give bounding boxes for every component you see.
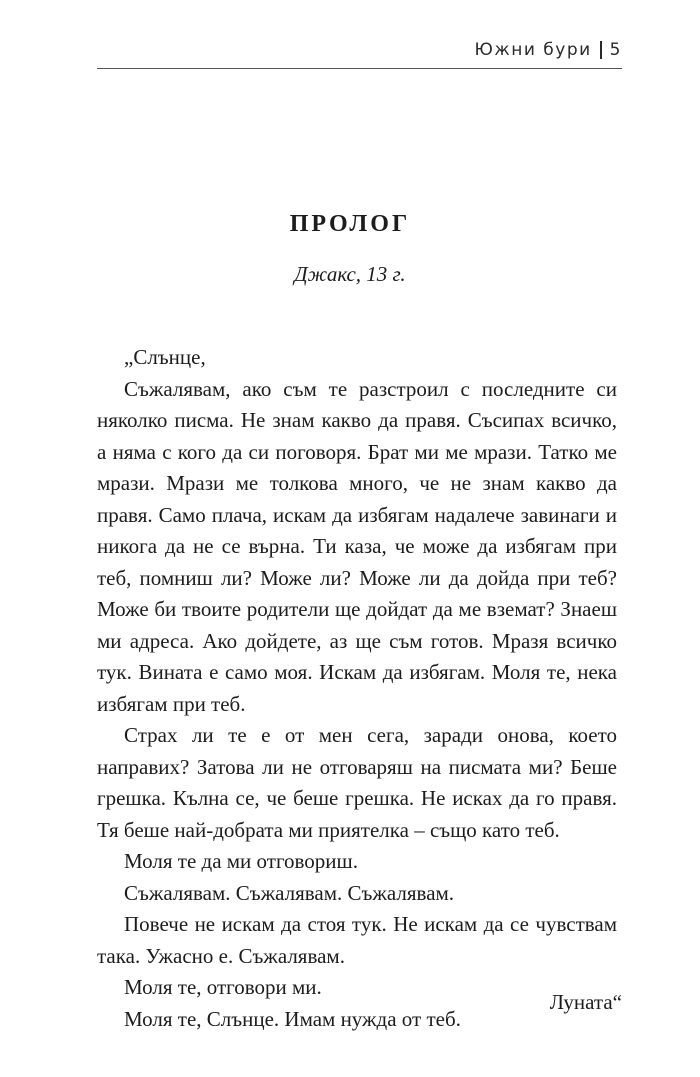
letter-paragraph: Моля те, отговори ми. xyxy=(124,975,322,999)
letter-paragraph: Повече не искам да стоя тук. Не искам да се чувствам така. Ужасно е. Съжалявам. xyxy=(97,912,617,968)
letter-body xyxy=(97,342,617,1035)
header-rule xyxy=(97,68,622,69)
letter-salutation: „Слънце, xyxy=(124,345,206,369)
letter-paragraph: Моля те, Слънце. Имам нужда от теб. xyxy=(124,1006,461,1031)
chapter-subtitle: Джакс, 13 г. xyxy=(294,262,406,286)
running-header xyxy=(475,40,622,60)
letter-paragraph: Съжалявам. Съжалявам. Съжалявам. xyxy=(124,880,455,905)
page-number: 5 xyxy=(609,40,622,60)
header-separator xyxy=(600,41,602,59)
letter-paragraph: Моля те да ми отговориш. xyxy=(124,849,358,873)
chapter-title: ПРОЛОГ xyxy=(289,211,411,237)
book-title: Южни бури xyxy=(474,40,592,60)
letter-signature: Луната“ xyxy=(549,990,622,1014)
letter-paragraph: Съжалявам, ако съм те разстроил с последните си няколко писма. Не знам какво да правя. Съсипах всичко, а няма с кого да си поговоря. Брат ми ме мрази. Татко ме мрази. Мрази ме толкова много, че не знам какво да правя. Само плача, искам да избягам надалече завинаги и никога да не се върна. Ти каза, че може да избягам при теб, помниш ли? Може ли? Може ли да дойда при теб? Може би твоите родители ще дойдат да ме вземат? Знаеш ми адреса. Ако дойдете, аз ще съм готов. Мразя всичко тук. Вината е само моя. Искам да избягам. Моля те, нека избягам при теб. xyxy=(97,376,617,716)
letter-paragraph: Страх ли те е от мен сега, заради онова, което направих? Затова ли не отговаряш на писмата ми? Беше грешка. Кълна се, че беше грешка. Не исках да го правя. Тя беше най-добрата ми приятелка – също като теб. xyxy=(97,723,617,842)
